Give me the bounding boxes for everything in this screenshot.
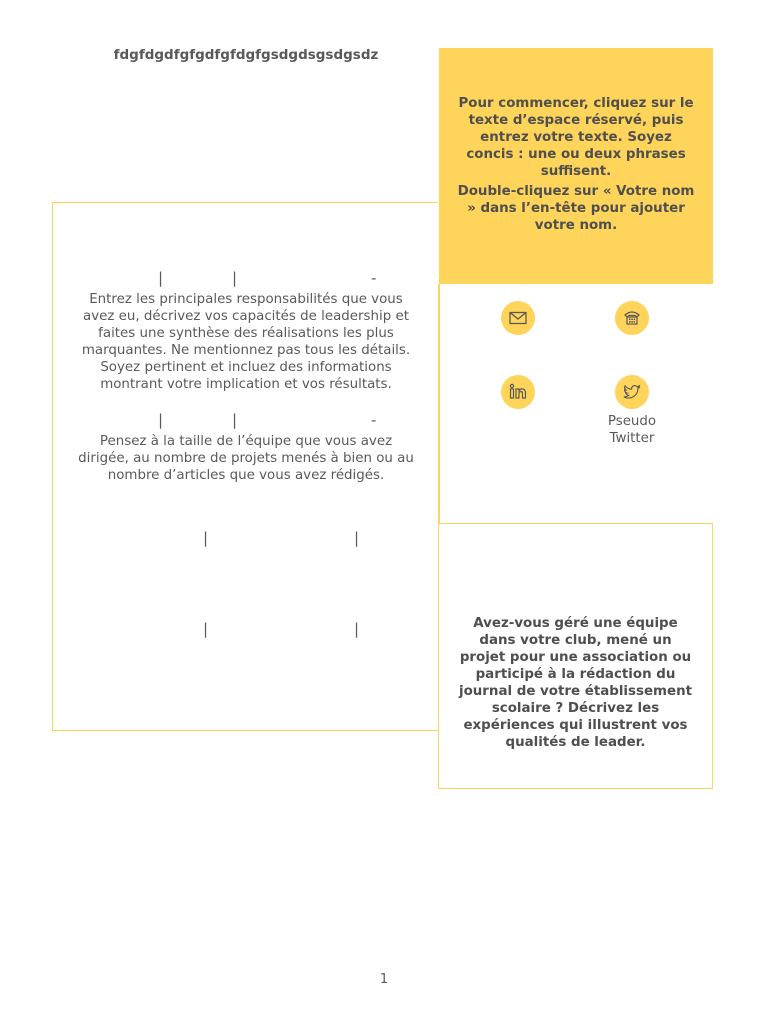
- header-name: fdgfdgdfgfgdfgfdgfgsdgdsgsdgsdz: [113, 47, 379, 63]
- column-divider: [438, 284, 440, 524]
- objective-box: [439, 48, 713, 284]
- leadership-box: [438, 523, 713, 789]
- education1-separator-2: |: [354, 529, 360, 547]
- objective-text: [457, 95, 695, 237]
- entry1-separator-2: |: [232, 269, 238, 287]
- education2-separator-1: |: [203, 620, 209, 638]
- email-icon[interactable]: [501, 301, 535, 335]
- education1-separator-1: |: [203, 529, 209, 547]
- linkedin-icon[interactable]: [501, 375, 535, 409]
- twitter-icon[interactable]: [615, 375, 649, 409]
- education2-separator-2: |: [354, 620, 360, 638]
- objective-paragraph-1[interactable]: Pour commencer, cliquez sur le texte d’espace réservé, puis entrez votre texte. Soyez concis : une ou deux phrases suffisent.: [458, 96, 694, 179]
- experience-entry2-text[interactable]: Pensez à la taille de l’équipe que vous avez dirigée, au nombre de projets menés à bien ou au nombre d’articles que vous avez rédigés.: [78, 434, 414, 483]
- entry1-separator-1: |: [158, 269, 164, 287]
- objective-paragraph-2[interactable]: Double-cliquez sur « Votre nom » dans l’en-tête pour ajouter votre nom.: [457, 184, 695, 233]
- page-number: 1: [379, 972, 389, 987]
- entry2-separator-3: -: [371, 411, 377, 429]
- entry2-separator-1: |: [158, 411, 164, 429]
- entry2-separator-2: |: [232, 411, 238, 429]
- experience-entry1-text[interactable]: Entrez les principales responsabilités que vous avez eu, décrivez vos capacités de leadership et faites une synthèse des réalisations les plus marquantes. Ne mentionnez pas tous les détails. Soyez pertinent et incluez des informations montrant votre implication et vos résultats.: [81, 292, 411, 392]
- entry1-separator-3: -: [371, 269, 377, 287]
- twitter-handle[interactable]: Pseudo Twitter: [607, 414, 657, 446]
- phone-icon[interactable]: [615, 301, 649, 335]
- leadership-text[interactable]: Avez-vous géré une équipe dans votre club, mené un projet pour une association ou participé à la rédaction du journal de votre établissement scolaire ? Décrivez les expériences qui illustrent vos qualités de leader.: [458, 616, 693, 750]
